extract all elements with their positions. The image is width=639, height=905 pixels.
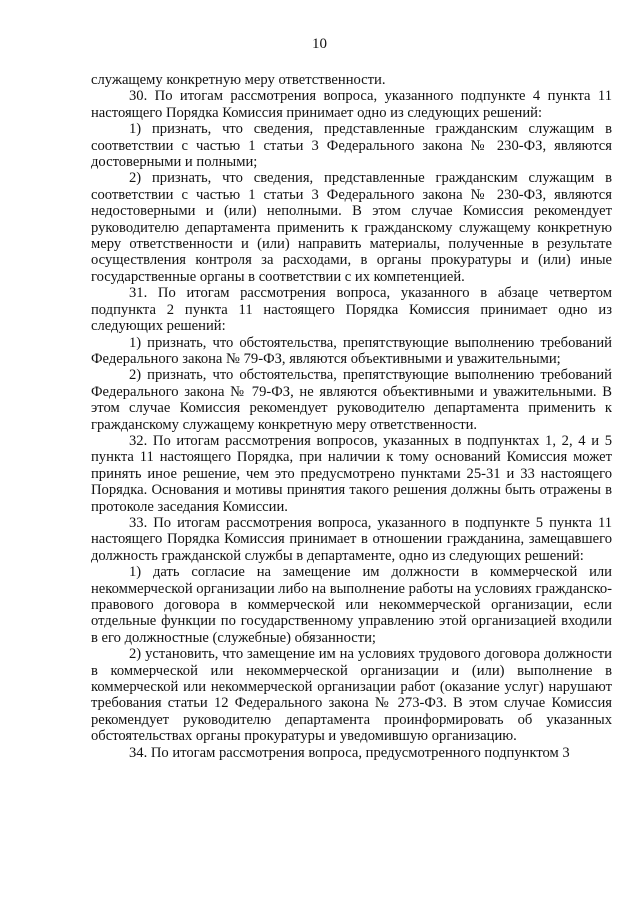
paragraph-item-31-1: 1) признать, что обстоятельства, препятствующие выполнению требований Федерального закона № 79-ФЗ, являются объективными и уважительными; [91, 334, 612, 367]
paragraph: служащему конкретную меру ответственности. [91, 72, 386, 88]
paragraph-item-33-2: 2) установить, что замещение им на условиях трудового договора должности в коммерческой или некоммерческой организации и (или) выполнение в коммерческой или некоммерческой организации работ (оказание услуг) нарушают требования статьи 12 Федерального закона № 273-ФЗ. В этом случае Комиссия рекомендует руководителю департамента проинформировать об указанных обстоятельствах органы прокуратуры и уведомившую организацию. [91, 646, 612, 745]
paragraph-item-30-2: 2) признать, что сведения, представленные гражданским служащим в соответствии с частью 1 статьи 3 Федерального закона № 230-ФЗ, являются недостоверными и (или) неполными. В этом случае Комиссия рекомендует руководителю департамента применить к гражданскому служащему конкретную меру ответственности и (или) направить материалы, полученные в результате осуществления контроля за расходами, в органы прокуратуры и (или) иные государственные органы в соответствии с их компетенцией. [91, 170, 612, 285]
paragraph-item-31-2: 2) признать, что обстоятельства, препятствующие выполнению требований Федерального закона № 79-ФЗ, не являются объективными и уважительными. В этом случае Комиссия рекомендует руководителю департамента применить к гражданскому служащему конкретную меру ответственности. [91, 367, 612, 433]
page-number: 10 [312, 36, 327, 52]
document-body [91, 72, 612, 761]
paragraph-item-30-1: 1) признать, что сведения, представленные гражданским служащим в соответствии с частью 1 статьи 3 Федерального закона № 230-ФЗ, являются достоверными и полными; [91, 121, 612, 171]
paragraph-item-33: 33. По итогам рассмотрения вопроса, указанного в подпункте 5 пункта 11 настоящего Порядка Комиссия принимает в отношении гражданина, замещавшего должность гражданской службы в департаменте, одно из следующих решений: [91, 514, 612, 564]
paragraph-item-31: 31. По итогам рассмотрения вопроса, указанного в абзаце четвертом подпункта 2 пункта 11 настоящего Порядка Комиссия принимает одно из следующих решений: [91, 285, 612, 335]
paragraph-item-32: 32. По итогам рассмотрения вопросов, указанных в подпунктах 1, 2, 4 и 5 пункта 11 настоящего Порядка, при наличии к тому оснований Комиссия может принять иное решение, чем это предусмотрено пунктами 25-31 и 33 настоящего Порядка. Основания и мотивы принятия такого решения должны быть отражены в протоколе заседания Комиссии. [91, 432, 612, 515]
paragraph-item-33-1: 1) дать согласие на замещение им должности в коммерческой или некоммерческой организации либо на выполнение работы на условиях гражданско-правового договора в коммерческой или некоммерческой организации, если отдельные функции по государственному управлению этой организацией входили в его должностные (служебные) обязанности; [91, 564, 612, 646]
paragraph-item-30: 30. По итогам рассмотрения вопроса, указанного подпункте 4 пункта 11 настоящего Порядка Комиссия принимает одно из следующих решений: [91, 88, 612, 121]
paragraph-item-34: 34. По итогам рассмотрения вопроса, предусмотренного подпунктом 3 [129, 744, 570, 761]
